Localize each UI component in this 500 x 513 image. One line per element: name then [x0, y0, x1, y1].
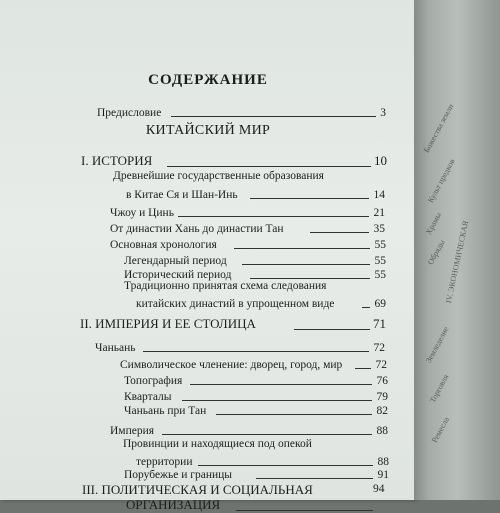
leader-line — [167, 166, 371, 167]
toc-entry-borders — [124, 466, 389, 481]
toc-page-number: 55 — [374, 239, 386, 251]
toc-entry-legendary — [124, 252, 386, 267]
toc-page-number: 72 — [375, 359, 387, 371]
toc-entry-label: От династии Хань до династии Тан — [110, 223, 284, 235]
side-page-text: Обряды — [426, 238, 447, 267]
leader-line — [178, 216, 369, 217]
toc-entry-label: территории — [136, 456, 193, 468]
leader-line — [236, 510, 373, 511]
toc-entry-label: китайских династий в упрощенном виде — [136, 298, 335, 310]
leader-line — [250, 198, 369, 199]
toc-title: СОДЕРЖАНИЕ — [148, 72, 268, 88]
leader-line — [234, 248, 370, 249]
leader-line — [216, 414, 372, 415]
leader-line — [250, 278, 370, 279]
toc-entry-label: Кварталы — [124, 391, 172, 403]
toc-entry-label: в Китае Ся и Шан-Инь — [126, 189, 238, 201]
toc-entry-label: Чаньань при Тан — [124, 405, 207, 417]
side-page-text: Земледелие — [424, 325, 451, 365]
toc-chapter-3 — [126, 496, 389, 513]
toc-entry-changan — [95, 339, 385, 354]
side-page-text: Божества земли — [422, 102, 456, 155]
side-page-text: Торговля — [428, 372, 451, 405]
toc-chapter-1 — [81, 152, 387, 169]
toc-page-number: 14 — [373, 189, 385, 201]
adjacent-page-edge — [414, 0, 500, 500]
toc-entry-symbolic — [120, 356, 387, 371]
leader-line — [143, 351, 369, 352]
toc-entry-quarters — [124, 388, 388, 403]
toc-entry-historical — [124, 266, 386, 281]
toc-chapter-label: I. ИСТОРИЯ — [81, 153, 153, 168]
toc-entry-label: Исторический период — [124, 269, 232, 281]
toc-entry-preface — [97, 104, 386, 119]
leader-line — [294, 329, 370, 330]
toc-entry-label: Предисловие — [97, 107, 162, 119]
leader-line — [362, 307, 370, 308]
toc-entry-label: Символическое членение: дворец, город, мир — [120, 359, 343, 371]
toc-entry-line1: Провинции и находящиеся под опекой — [123, 438, 312, 450]
toc-chapter-line1: III. ПОЛИТИЧЕСКАЯ И СОЦИАЛЬНАЯ — [82, 482, 313, 497]
toc-entry-label: Легендарный период — [124, 255, 227, 267]
toc-page-number: 88 — [377, 456, 389, 468]
side-page-text: Ремесла — [430, 415, 452, 445]
toc-entry-line1: Традиционно принятая схема следования — [124, 280, 327, 292]
toc-page-number: 76 — [376, 375, 388, 387]
toc-entry-changan-tang — [124, 402, 388, 417]
toc-entry-label: Основная хронология — [110, 239, 217, 251]
toc-entry-xia-shang — [126, 186, 385, 201]
leader-line — [242, 264, 370, 265]
toc-entry-line1: Древнейшие государственные образования — [113, 170, 324, 182]
toc-entry-label: Чаньань — [95, 342, 136, 354]
toc-entry-zhou-qin — [110, 204, 385, 219]
toc-entry-label: Империя — [110, 425, 155, 437]
leader-line — [182, 400, 372, 401]
toc-entry-label: Топография — [124, 375, 183, 387]
toc-chapter-label: ОРГАНИЗАЦИЯ — [126, 497, 221, 512]
leader-line — [190, 384, 372, 385]
toc-page-number: 55 — [374, 255, 386, 267]
leader-line — [162, 434, 372, 435]
toc-page-number: 94 — [373, 483, 385, 495]
side-page-text: Храмы — [424, 211, 444, 237]
toc-chapter-label: II. ИМПЕРИЯ И ЕЕ СТОЛИЦА — [80, 316, 256, 331]
side-page-text: Культ предков — [426, 157, 457, 205]
toc-entry-chronology — [110, 236, 386, 251]
toc-chapter-2 — [80, 315, 386, 332]
toc-entry-topography — [124, 372, 388, 387]
toc-page-number: 10 — [374, 153, 387, 168]
side-page-text: IV. ЭКОНОМИЧЕСКАЯ — [444, 219, 471, 304]
toc-page-number: 21 — [373, 207, 385, 219]
toc-page-number: 88 — [376, 425, 388, 437]
toc-entry-label: Чжоу и Цинь — [110, 207, 174, 219]
part-title: КИТАЙСКИЙ МИР — [145, 123, 271, 138]
leader-line — [355, 368, 371, 369]
toc-entry-dynasties-scheme — [136, 295, 386, 310]
toc-page-number: 72 — [373, 342, 385, 354]
toc-page-number: 3 — [380, 107, 386, 119]
toc-entry-empire — [110, 422, 388, 437]
toc-page-number: 82 — [376, 405, 388, 417]
toc-page-number: 91 — [377, 469, 389, 481]
leader-line — [171, 116, 376, 117]
toc-page-number: 69 — [374, 298, 386, 310]
toc-page-number: 71 — [373, 316, 386, 331]
toc-entry-han-tang — [110, 220, 385, 235]
leader-line — [310, 232, 369, 233]
toc-entry-label: Порубежье и границы — [124, 469, 233, 481]
toc-page-number: 35 — [373, 223, 385, 235]
leader-line — [256, 478, 373, 479]
toc-page-number: 55 — [374, 269, 386, 281]
toc-page-number: 79 — [376, 391, 388, 403]
